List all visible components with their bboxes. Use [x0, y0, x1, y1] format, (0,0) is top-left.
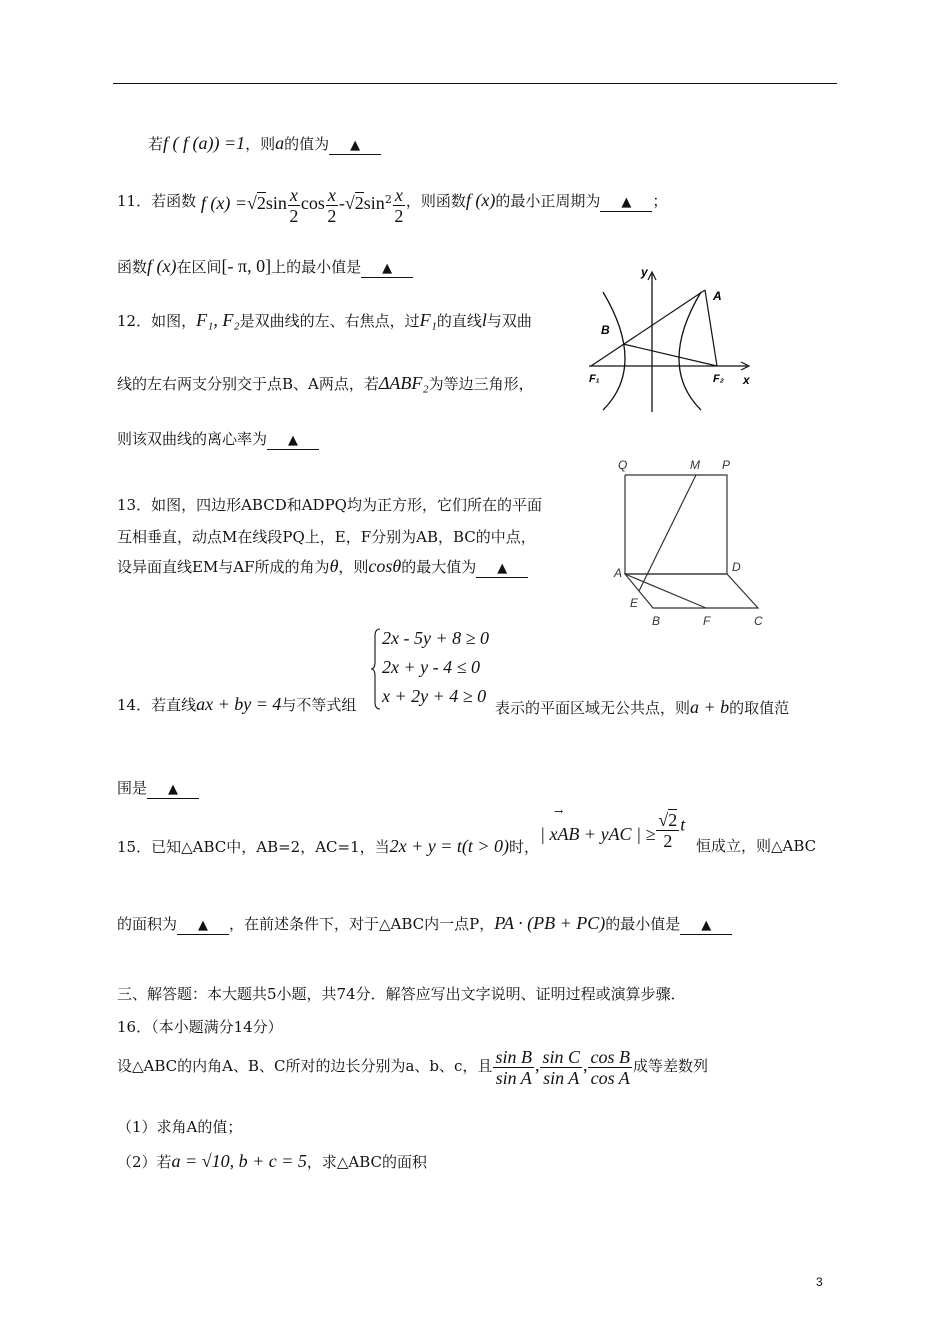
- label-E: E: [630, 596, 639, 610]
- system-brace: [371, 628, 381, 710]
- label-D: D: [732, 560, 741, 574]
- ineq-1: 2x - 5y + 8 ≥ 0: [382, 628, 489, 648]
- label-Q: Q: [618, 458, 628, 472]
- question-12: 12．如图，F₁, F₂是双曲线的左、右焦点，过F₁的直线l与双曲: [117, 310, 532, 330]
- label-P: P: [722, 458, 731, 472]
- question-13: 13．如图，四边形ABCD和ADPQ均为正方形，它们所在的平面: [117, 496, 542, 514]
- question-16: 设△ABC的内角A、B、C所对的边长分别为a、b、c，且 $\frac{\text{sin B}}{\text{sin A}}$ , $\frac{\text{sin C}}{\text{sin A}}$ , $\frac{\text{cos B}}{\text{cos A}}$ 成等差数列: [117, 1046, 708, 1088]
- question-12-line3: 则该双曲线的离心率为 ▲: [117, 429, 319, 450]
- ineq-3: x + 2y + 4 ≥ 0: [382, 686, 487, 706]
- answer-blank[interactable]: ▲: [680, 918, 732, 935]
- label-y: y: [641, 265, 648, 279]
- question-16-part2: （2）若a = √10, b + c = 5，求△ABC的面积: [117, 1151, 428, 1171]
- question-13-line2: 互相垂直，动点M在线段PQ上，E，F分别为AB，BC的中点，: [117, 528, 536, 546]
- answer-blank[interactable]: ▲: [361, 261, 413, 278]
- figure-hyperbola: [585, 262, 760, 417]
- label-C: C: [754, 614, 763, 628]
- answer-blank[interactable]: ▲: [600, 195, 652, 212]
- question-16-head: 16．（本小题满分14分）: [117, 1018, 283, 1036]
- line-b-f2: [623, 344, 717, 366]
- right-branch: [679, 292, 701, 410]
- question-15-right: 恒成立，则△ABC: [696, 837, 817, 855]
- page-number: 3: [816, 1275, 823, 1289]
- label-M: M: [690, 458, 700, 472]
- square-adpq: [625, 475, 727, 574]
- header-rule: [113, 83, 837, 84]
- question-15-ineq: → | xAB + yAC | ≥ $\frac{√2}{2}$ t: [540, 805, 686, 851]
- question-14-right: 表示的平面区域无公共点，则a + b的取值范: [495, 697, 790, 717]
- question-14: 14．若直线ax + by = 4与不等式组: [117, 694, 357, 714]
- section-heading: 三、解答题：本大题共5小题，共74分．解答应写出文字说明、证明过程或演算步骤．: [117, 985, 686, 1003]
- answer-blank[interactable]: ▲: [329, 138, 381, 155]
- question-12-line2: 线的左右两支分别交于点B、A两点，若ΔABF₂为等边三角形，: [117, 373, 534, 393]
- ineq-2: 2x + y - 4 ≤ 0: [382, 657, 480, 677]
- question-13-line3: 设异面直线EM与AF所成的角为θ，则cosθ的最大值为 ▲: [117, 556, 528, 578]
- label-F2: F₂: [713, 373, 724, 385]
- label-B: B: [652, 614, 661, 628]
- answer-blank[interactable]: ▲: [476, 561, 528, 578]
- question-14-line2: 围是 ▲: [117, 778, 199, 799]
- line-f-of-f: 若f ( f (a)) =1，则a的值为 ▲: [148, 133, 381, 155]
- question-16-part1: （1）求角A的值；: [117, 1118, 243, 1136]
- question-11-line2: 函数f (x)在区间[- π, 0]上的最小值是 ▲: [117, 256, 413, 278]
- question-15: 15．已知△ABC中，AB=2，AC=1，当2x + y = t(t > 0)时，: [117, 836, 540, 856]
- label-x: x: [743, 373, 750, 387]
- label-F: F: [703, 614, 711, 628]
- label-F1: F₁: [589, 373, 600, 385]
- answer-blank[interactable]: ▲: [177, 918, 229, 935]
- answer-blank[interactable]: ▲: [147, 782, 199, 799]
- question-15-line2: 的面积为 ▲ ，在前述条件下，对于△ABC内一点P，PA · (PB + PC)的最小值是 ▲: [117, 913, 732, 935]
- question-11: 11．若函数 f (x) =√2sin $\frac{x}{2}$ cos $\frac{x}{2}$ $-√2\sin^2$ $\frac{x}{2}$ ，则函数f (x)的最小正周期为 ▲ ；: [117, 176, 667, 228]
- q11-formula: f (x) =√2sin $\frac{x}{2}$ cos $\frac{x}{2}$ $-√2\sin^2$ $\frac{x}{2}$: [200, 184, 404, 226]
- label-A: A: [713, 289, 722, 303]
- figure-squares: [612, 455, 772, 633]
- label-A: A: [614, 566, 623, 580]
- answer-blank[interactable]: ▲: [267, 433, 319, 450]
- label-B: B: [601, 323, 610, 337]
